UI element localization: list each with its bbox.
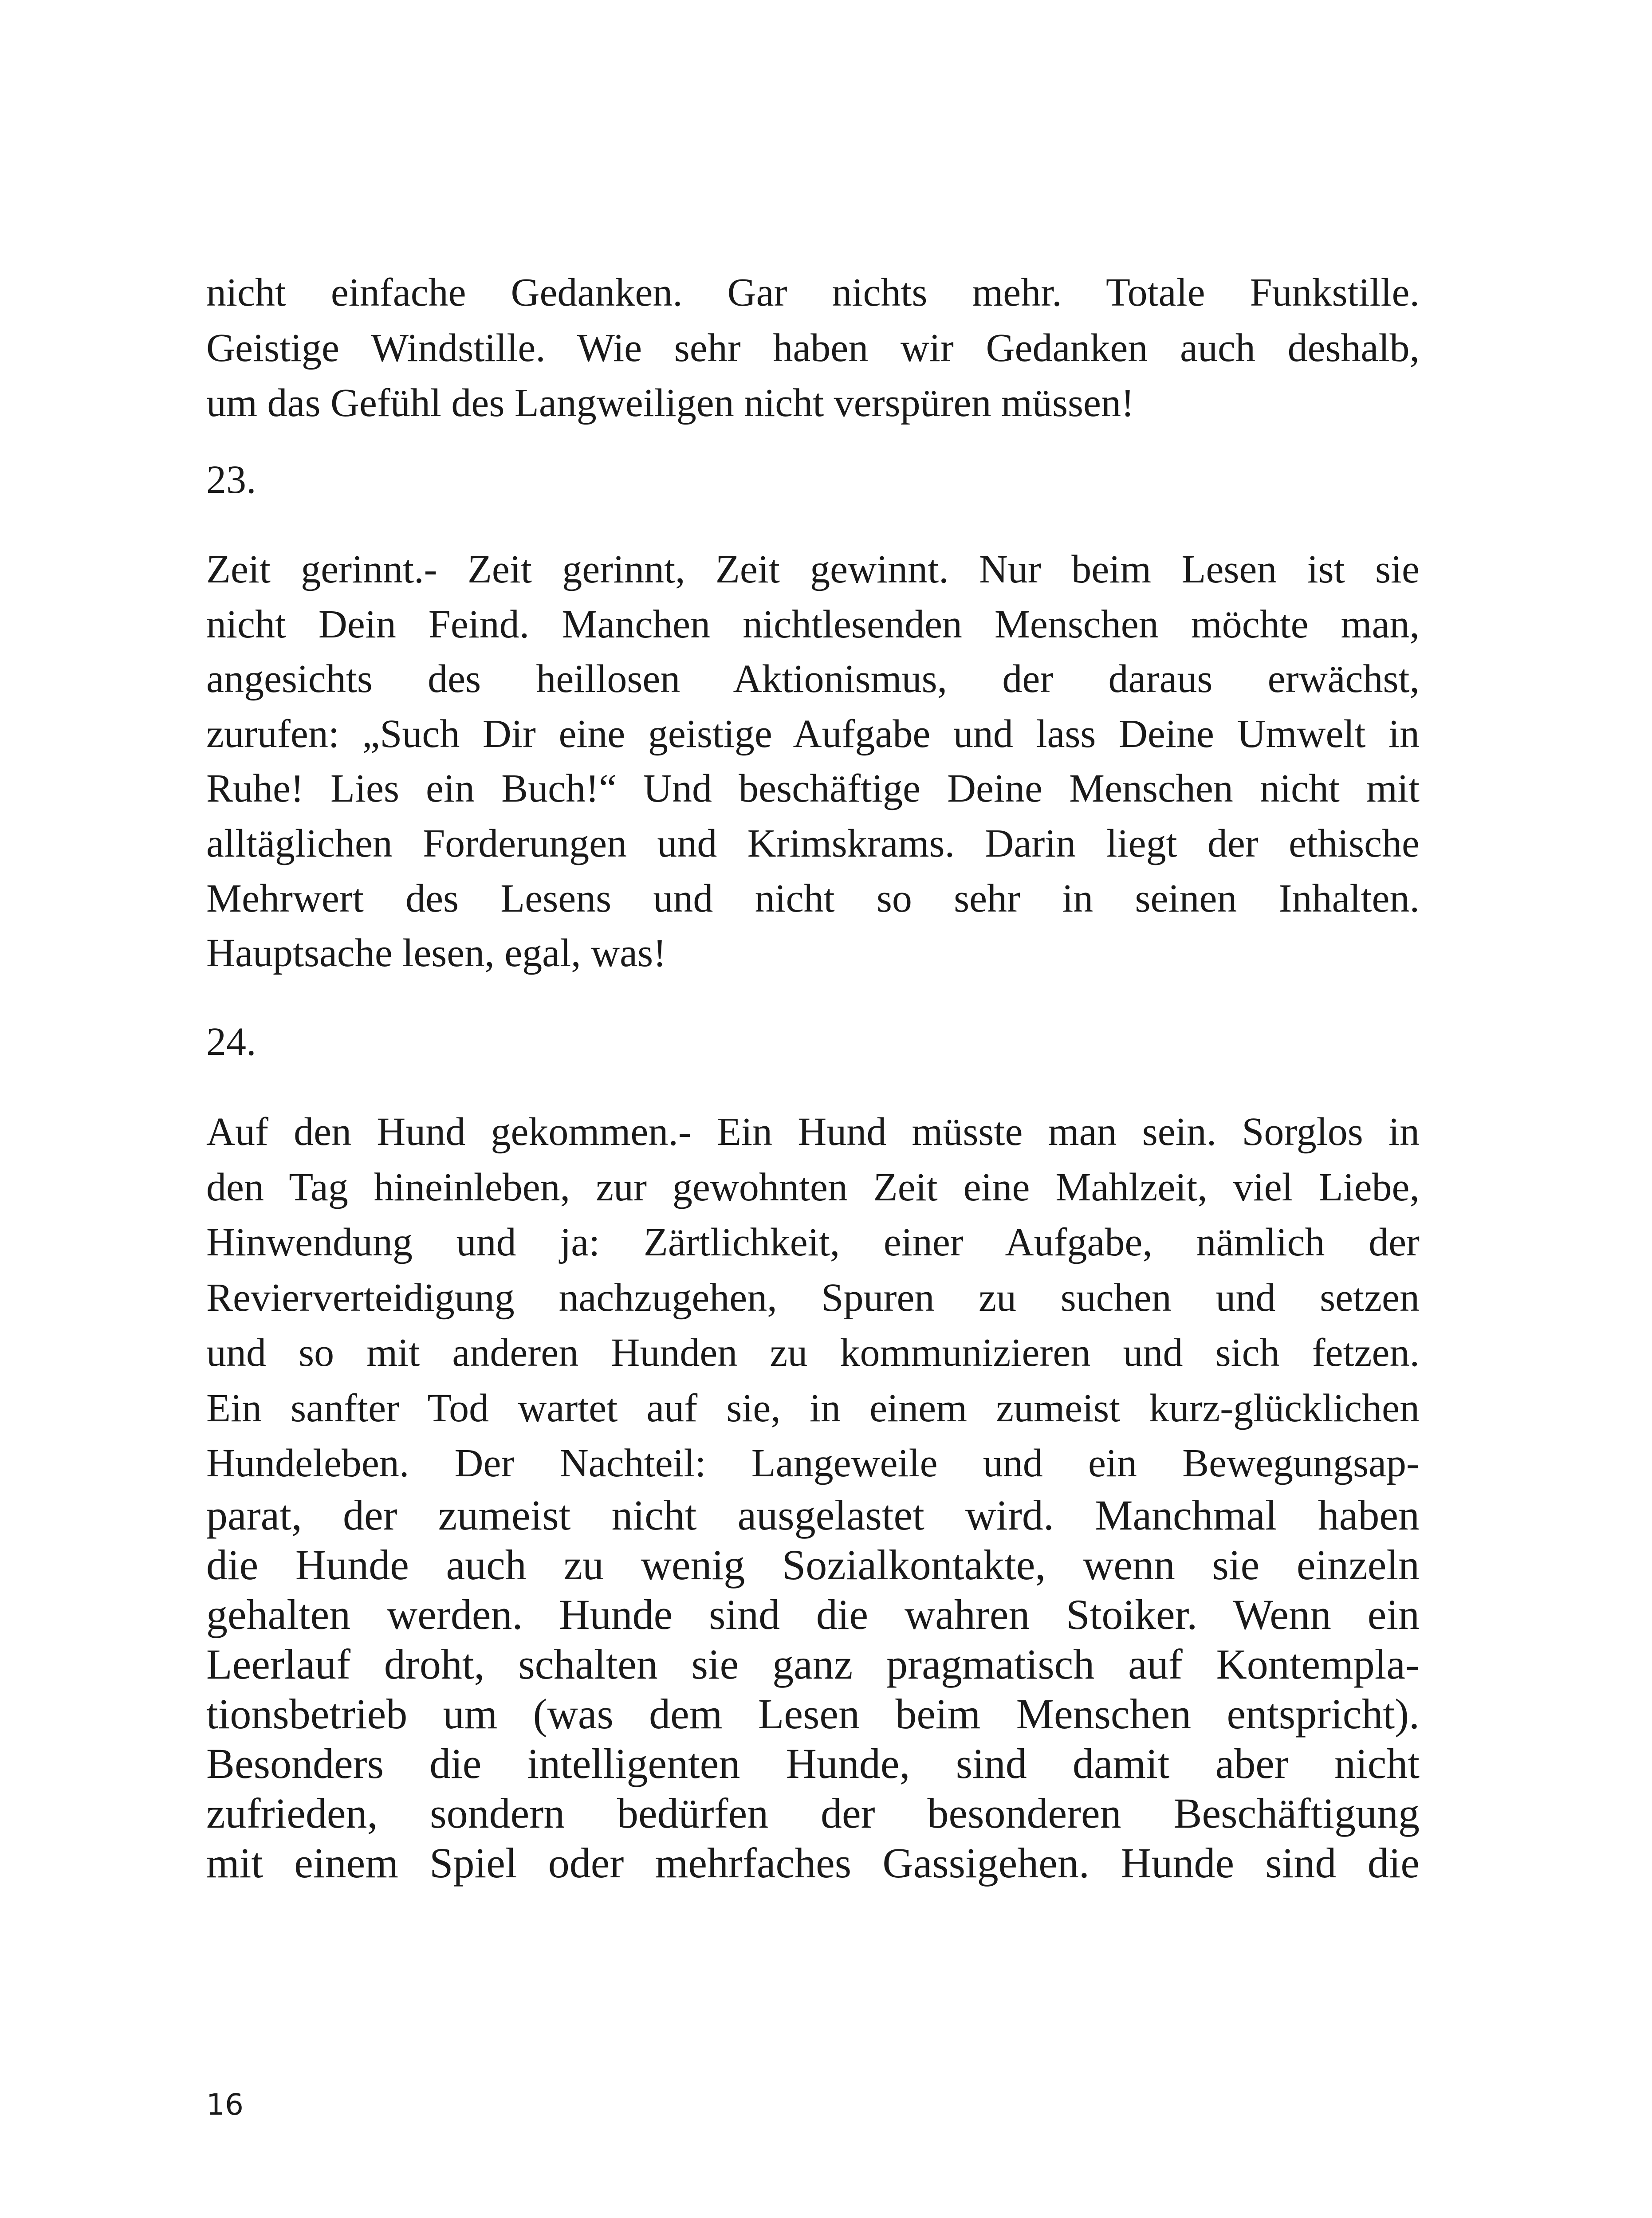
text-line: Ein sanfter Tod wartet auf sie, in einem zumeist kurz-glücklichen [206, 1386, 1420, 1430]
text-line: Leerlauf droht, schalten sie ganz pragmatisch auf Kontempla- [206, 1640, 1420, 1688]
text-line: Besonders die intelligenten Hunde, sind damit aber nicht [206, 1740, 1420, 1787]
text-line: gehalten werden. Hunde sind die wahren Stoiker. Wenn ein [206, 1591, 1420, 1638]
text-line: Hinwendung und ja: Zärtlichkeit, einer Aufgabe, nämlich der [206, 1220, 1420, 1264]
section-number-24: 24. [206, 1020, 256, 1064]
text-line: zufrieden, sondern bedürfen der besonderen Beschäftigung [206, 1789, 1420, 1837]
text-line: Ruhe! Lies ein Buch!“ Und beschäftige Deine Menschen nicht mit [206, 767, 1420, 811]
section-number-23: 23. [206, 458, 256, 502]
paragraph-23 [206, 542, 1420, 981]
text-line: angesichts des heillosen Aktionismus, der daraus erwächst, [206, 657, 1420, 701]
text-line: den Tag hineinleben, zur gewohnten Zeit eine Mahlzeit, viel Liebe, [206, 1165, 1420, 1209]
text-line: und so mit anderen Hunden zu kommunizieren und sich fetzen. [206, 1331, 1420, 1375]
text-line: die Hunde auch zu wenig Sozialkontakte, wenn sie einzeln [206, 1541, 1420, 1589]
text-line: Revierverteidigung nachzugehen, Spuren zu suchen und setzen [206, 1275, 1420, 1320]
text-line: Hundeleben. Der Nachteil: Langeweile und ein Bewegungsap- [206, 1441, 1420, 1485]
text-line: Mehrwert des Lesens und nicht so sehr in seinen Inhalten. [206, 876, 1420, 920]
paragraph-24-continued [206, 1490, 1420, 1888]
text-line: nicht einfache Gedanken. Gar nichts mehr. Totale Funkstille. [206, 271, 1420, 315]
text-line: Geistige Windstille. Wie sehr haben wir Gedanken auch deshalb, [206, 326, 1420, 370]
text-line: alltäglichen Forderungen und Krimskrams. Darin liegt der ethische [206, 821, 1420, 865]
text-line: nicht Dein Feind. Manchen nichtlesenden Menschen möchte man, [206, 602, 1420, 646]
text-line: Auf den Hund gekommen.- Ein Hund müsste man sein. Sorglos in [206, 1110, 1420, 1154]
paragraph-24 [206, 1105, 1420, 1491]
text-line: zurufen: „Such Dir eine geistige Aufgabe und lass Deine Umwelt in [206, 712, 1420, 756]
paragraph-22-end [206, 265, 1420, 431]
text-line: mit einem Spiel oder mehrfaches Gassigehen. Hunde sind die [206, 1839, 1420, 1887]
text-line: Hauptsache lesen, egal, was! [206, 931, 667, 975]
text-line: tionsbetrieb um (was dem Lesen beim Menschen entspricht). [206, 1690, 1420, 1738]
text-line: Zeit gerinnt.- Zeit gerinnt, Zeit gewinnt. Nur beim Lesen ist sie [206, 547, 1420, 591]
text-line: um das Gefühl des Langweiligen nicht verspüren müssen! [206, 381, 1134, 425]
page-number: 16 [206, 2088, 244, 2122]
text-line: parat, der zumeist nicht ausgelastet wird. Manchmal haben [206, 1491, 1420, 1539]
